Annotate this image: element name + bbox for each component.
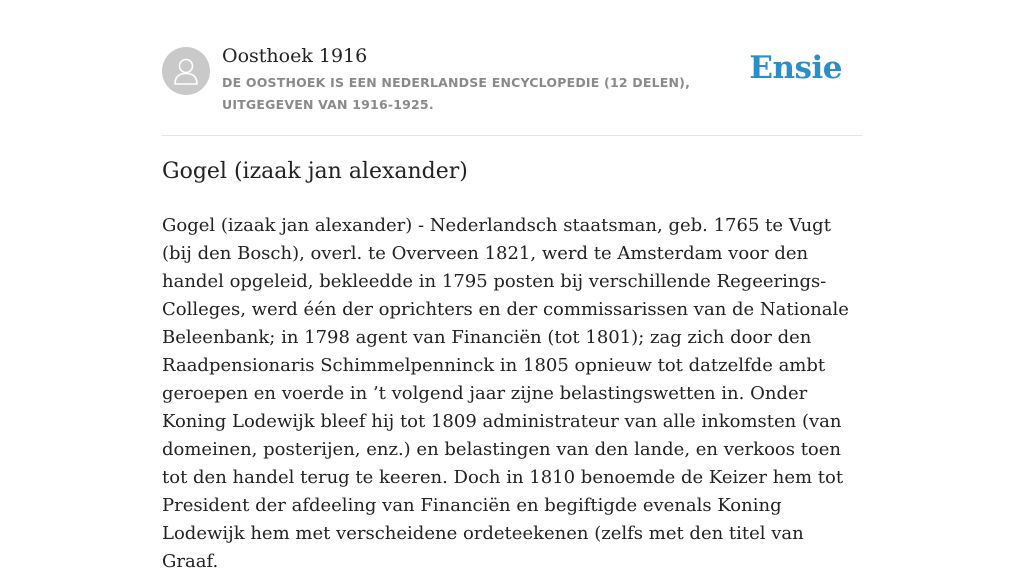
source-description: DE OOSTHOEK IS EEN NEDERLANDSE ENCYCLOPEDIE (12 DELEN), UITGEGEVEN VAN 1916-1925. — [222, 75, 691, 112]
article-title: Gogel (izaak jan alexander) — [162, 159, 468, 184]
source-header — [162, 0, 862, 136]
user-icon — [172, 56, 200, 86]
page — [162, 0, 862, 572]
article-body: Gogel (izaak jan alexander) - Nederlandsch staatsman, geb. 1765 te Vugt (bij den Bosch), overl. te Overveen 1821, werd te Amsterdam voor den handel opgeleid, bekleedde in 1795 posten bij verschillende Regeerings-Colleges, werd één der oprichters en der commissarissen van de Nationale Beleenbank; in 1798 agent van Financiën (tot 1801); zag zich door den Raadpensionaris Schimmelpenninck in 1805 opnieuw tot datzelfde ambt geroepen en voerde in ’t volgend jaar zijne belastingswetten in. Onder Koning Lodewijk bleef hij tot 1809 administrateur van alle inkomsten (van domeinen, posterijen, enz.) en belastingen van den lande, en verkoos toen tot den handel terug te keeren. Doch in 1810 benoemde de Keizer hem tot President der afdeeling van Financiën en begiftigde evenals Koning Lodewijk hem met verscheidene ordeteekenen (zelfs met den titel van Graaf. — [162, 215, 849, 572]
ensie-logo[interactable]: Ensie — [749, 50, 842, 86]
source-name[interactable]: Oosthoek 1916 — [222, 45, 368, 67]
source-avatar — [162, 47, 210, 95]
